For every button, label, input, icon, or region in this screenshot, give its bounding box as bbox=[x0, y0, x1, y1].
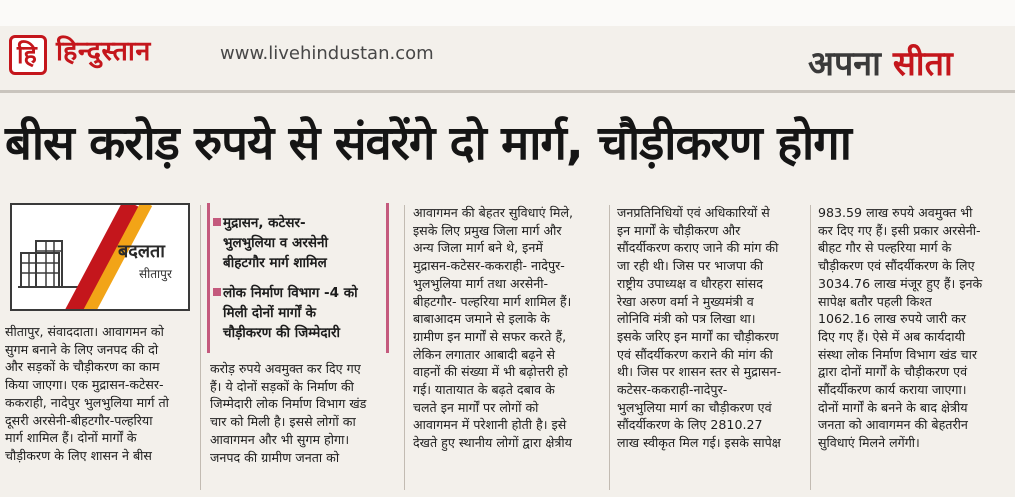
body-line: चौड़ीकरण के लिए शासन ने बीस bbox=[5, 447, 152, 463]
masthead-divider bbox=[0, 90, 1015, 93]
body-line: सौंदर्यीकरण कार्य कराया जाएगा। bbox=[818, 382, 967, 398]
highlight-line: बीहटगौर मार्ग शामिल bbox=[223, 255, 327, 271]
article-column-5 bbox=[818, 204, 1012, 452]
body-line: किया जाएगा। एक मुद्रासन-कटेसर- bbox=[5, 377, 164, 393]
building-illustration-icon bbox=[18, 235, 80, 289]
body-line: हैं। ये दोनों सड़कों के निर्माण की bbox=[210, 378, 354, 394]
logo-glyph: हि bbox=[17, 40, 37, 69]
body-line: इन मार्गों के चौड़ीकरण और bbox=[617, 222, 741, 238]
body-line: 1062.16 लाख रुपये जारी कर bbox=[818, 311, 967, 327]
body-line: 3034.76 लाख मंजूर हुए हैं। इनके bbox=[818, 275, 983, 291]
body-line: राष्ट्रीय उपाध्यक्ष व धौरहरा सांसद bbox=[617, 275, 763, 291]
body-line: लोनिवि मंत्री को पत्र लिखा था। bbox=[617, 311, 756, 327]
body-line: लाख स्वीकृत मिल गई। इसके सापेक्ष bbox=[617, 435, 781, 451]
article-column-3 bbox=[413, 204, 607, 452]
article-column-2 bbox=[210, 360, 402, 466]
article-column-4 bbox=[617, 204, 809, 452]
body-line: सुविधाएं मिलने लगेंगी। bbox=[818, 435, 920, 451]
edition-city: सीता bbox=[892, 44, 953, 84]
body-line: करोड़ रुपये अवमुक्त कर दिए गए bbox=[210, 361, 361, 376]
body-line: इसके लिए प्रमुख जिला मार्ग और bbox=[413, 222, 562, 238]
column-divider bbox=[404, 205, 405, 490]
body-line: थी। जिस पर शासन स्तर से मुद्रासन- bbox=[617, 364, 782, 380]
highlight-item bbox=[223, 213, 328, 273]
series-tag-subtitle: सीतापुर bbox=[139, 267, 172, 281]
body-line: सीतापुर, संवाददाता। आवागमन को bbox=[5, 324, 164, 339]
highlight-bullet-icon bbox=[213, 218, 221, 226]
body-line: चौड़ीकरण एवं सौंदर्यीकरण के लिए bbox=[818, 258, 975, 274]
body-line: और सड़कों के चौड़ीकरण का काम bbox=[5, 359, 160, 375]
body-line: कर दिए गए हैं। इसी प्रकार अरसेनी- bbox=[818, 222, 981, 238]
body-line: जनपद की ग्रामीण जनता को bbox=[210, 449, 340, 465]
body-line: दिए गए हैं। ऐसे में अब कार्यदायी bbox=[818, 328, 966, 344]
series-tag-title: बदलता bbox=[118, 241, 165, 262]
body-line: जा रही थी। जिस पर भाजपा की bbox=[617, 258, 764, 274]
body-line: आवागमन में परेशानी होती है। इसे bbox=[413, 417, 567, 433]
top-strip bbox=[0, 0, 1015, 26]
body-line: आवागमन की बेहतर सुविधाएं मिले, bbox=[413, 205, 573, 220]
body-line: अन्य जिला मार्ग बने थे, इनमें bbox=[413, 240, 543, 256]
body-line: बाबाआदम जमाने से इलाके के bbox=[413, 311, 550, 327]
body-line: लेकिन लगातार आबादी बढ़ने से bbox=[413, 346, 556, 362]
body-line: भुलभुलिया मार्ग का चौड़ीकरण एवं bbox=[617, 399, 772, 415]
hindustan-logo-icon bbox=[9, 35, 47, 75]
body-line: देखते हुए स्थानीय लोगों द्वारा क्षेत्रीय bbox=[413, 435, 572, 451]
body-line: वाहनों की संख्या में भी बढ़ोत्तरी हो bbox=[413, 364, 568, 380]
article-headline: बीस करोड़ रुपये से संवरेंगे दो मार्ग, चौड़ीकरण होगा bbox=[5, 116, 851, 171]
body-line: जिम्मेदारी लोक निर्माण विभाग खंड bbox=[210, 396, 367, 412]
body-line: सौंदर्यीकरण के लिए 2810.27 bbox=[617, 417, 763, 433]
body-line: आवागमन और भी सुगम होगा। bbox=[210, 431, 350, 447]
website-url: www.livehindustan.com bbox=[220, 43, 434, 64]
body-line: इसके जरिए इन मार्गों का चौड़ीकरण bbox=[617, 328, 779, 344]
body-line: मार्ग शामिल हैं। दोनों मार्गों के bbox=[5, 430, 137, 446]
body-line: दूसरी अरसेनी-बीहटगौर-पल्हरिया bbox=[5, 412, 153, 428]
body-line: सापेक्ष बतौर पहली किश्त bbox=[818, 293, 932, 309]
body-line: चार को मिली है। इससे लोगों का bbox=[210, 414, 356, 430]
highlight-line: मिली दोनों मार्गों के bbox=[223, 305, 317, 321]
body-line: बीहटगौर- पल्हरिया मार्ग शामिल हैं। bbox=[413, 293, 572, 309]
body-line: द्वारा दोनों मार्गों के चौड़ीकरण एवं bbox=[818, 364, 968, 380]
body-line: कटेसर-ककराही-नादेपुर- bbox=[617, 382, 728, 398]
highlights-box bbox=[207, 203, 389, 353]
body-line: एवं सौंदर्यीकरण कराने की मांग की bbox=[617, 346, 773, 362]
highlight-bullet-icon bbox=[213, 288, 221, 296]
body-line: सुगम बनाने के लिए जनपद की दो bbox=[5, 341, 159, 357]
body-line: मुद्रासन-कटेसर-ककराही- नादेपुर- bbox=[413, 258, 565, 274]
highlight-line: मुद्रासन, कटेसर- bbox=[223, 215, 306, 231]
body-line: 983.59 लाख रुपये अवमुक्त भी bbox=[818, 205, 973, 220]
highlight-item bbox=[223, 283, 358, 343]
edition-brand bbox=[808, 42, 953, 86]
body-line: ग्रामीण इन मार्गों से सफर करते हैं, bbox=[413, 328, 567, 344]
column-divider bbox=[810, 205, 811, 490]
body-line: बीहट गौर से पल्हरिया मार्ग के bbox=[818, 240, 952, 256]
column-divider bbox=[609, 205, 610, 490]
body-line: गई। यातायात के बढ़ते दबाव के bbox=[413, 382, 555, 398]
body-line: जनप्रतिनिधियों एवं अधिकारियों से bbox=[617, 205, 770, 220]
edition-prefix: अपना bbox=[808, 44, 893, 84]
highlight-line: लोक निर्माण विभाग -4 को bbox=[223, 285, 358, 301]
body-line: रेखा अरुण वर्मा ने मुख्यमंत्री व bbox=[617, 293, 754, 309]
body-line: भुलभुलिया मार्ग तथा अरसेनी- bbox=[413, 275, 549, 291]
article-column-1 bbox=[5, 323, 197, 465]
body-line: सौंदर्यीकरण कराए जाने की मांग की bbox=[617, 240, 779, 256]
body-line: संस्था लोक निर्माण विभाग खंड चार bbox=[818, 346, 978, 362]
newspaper-name: हिन्दुस्तान bbox=[56, 36, 151, 67]
body-line: ककराही, नादेपुर भुलभुलिया मार्ग तो bbox=[5, 394, 169, 410]
column-divider bbox=[200, 205, 201, 490]
highlight-line: चौड़ीकरण की जिम्मेदारी bbox=[223, 325, 341, 341]
body-line: जनता को आवागमन की बेहतरीन bbox=[818, 417, 968, 433]
highlight-line: भुलभुलिया व अरसेनी bbox=[223, 235, 328, 251]
body-line: चलते इन मार्गों पर लोगों को bbox=[413, 399, 539, 415]
body-line: दोनों मार्गों के बनने के बाद क्षेत्रीय bbox=[818, 399, 968, 415]
